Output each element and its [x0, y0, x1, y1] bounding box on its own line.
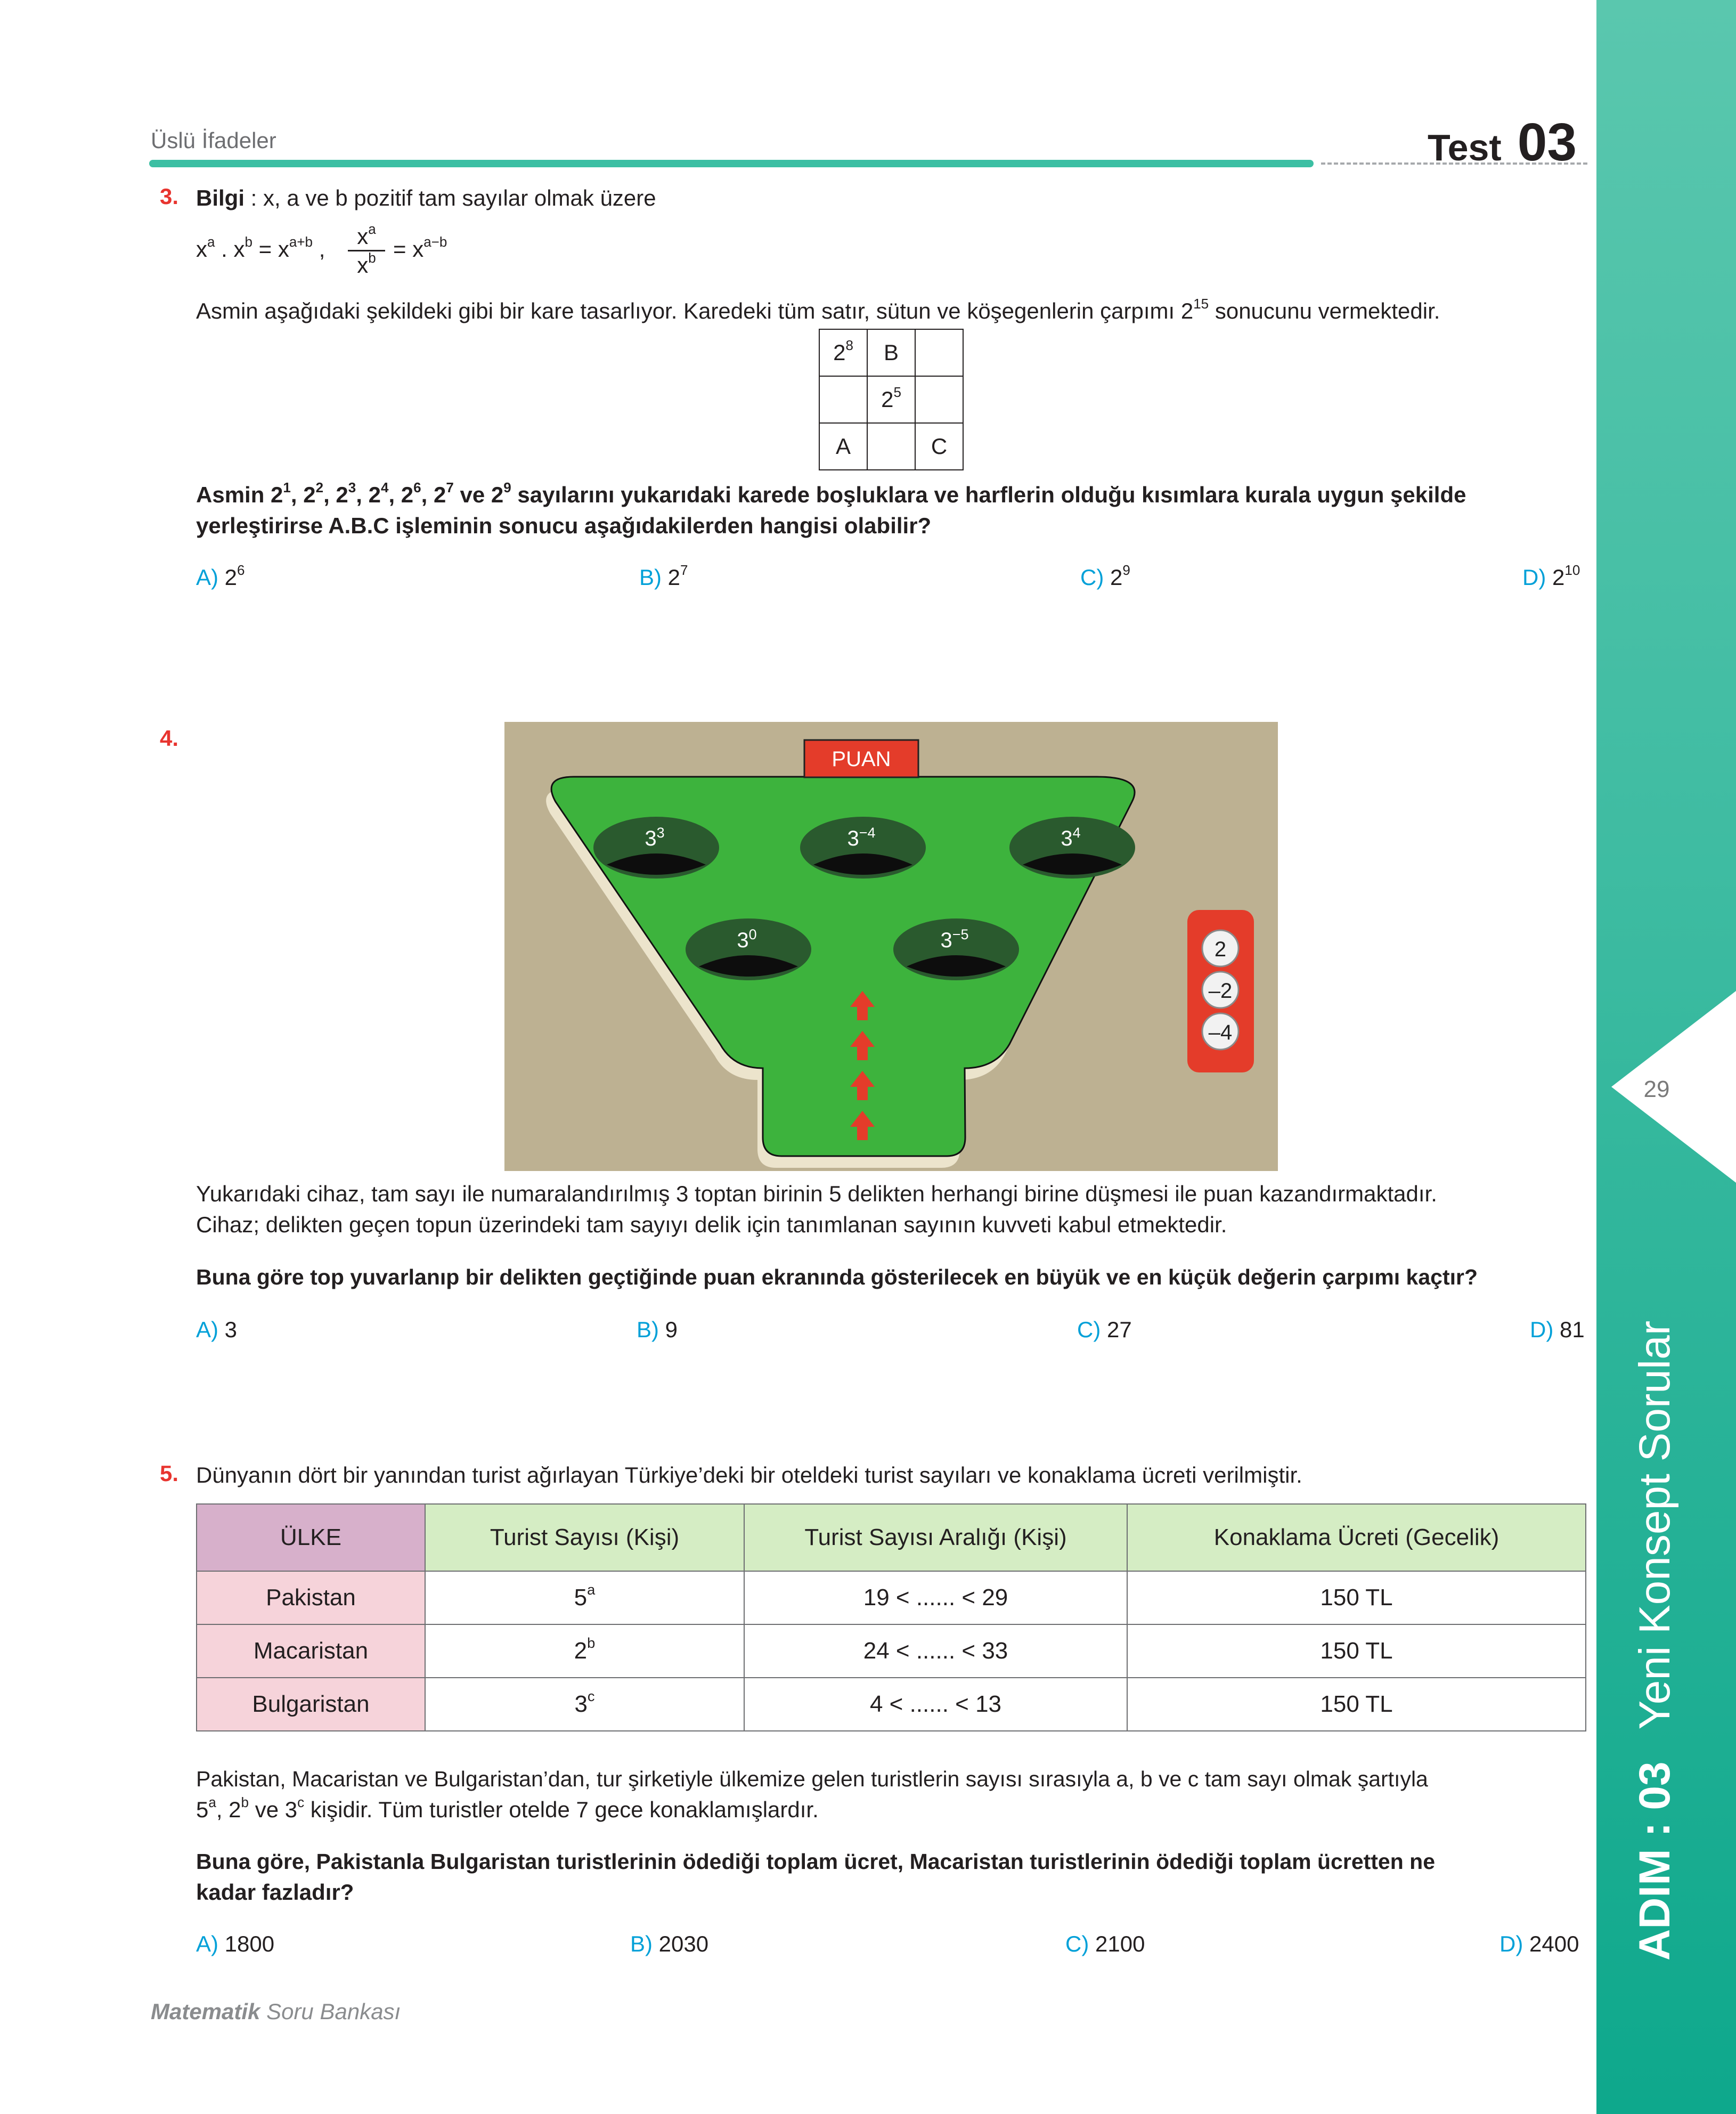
- square-cell: $2^8$: [819, 329, 867, 376]
- q4-option-b[interactable]: [637, 1317, 678, 1343]
- option-exponent: 10: [1564, 562, 1580, 579]
- question-4-number: 4.: [160, 726, 179, 751]
- table-header: Turist Sayısı Aralığı (Kişi): [744, 1504, 1127, 1571]
- option-exponent: 6: [237, 562, 245, 579]
- option-value: 2030: [658, 1931, 709, 1956]
- question-5-number: 5.: [160, 1461, 179, 1486]
- book-footer: [151, 1999, 401, 2024]
- option-value: 2: [224, 565, 238, 590]
- question-5-text-line-2: 5$^a$, 2$^b$ ve 3$^c$ kişidir. Tüm turistler otelde 7 gece konaklamışlardır.: [196, 1794, 819, 1822]
- option-exponent: 7: [680, 562, 688, 579]
- series-label: Yeni Konsept Sorular: [1631, 1321, 1679, 1730]
- quotient-numerator: $x^a$: [357, 221, 376, 249]
- magic-square: [819, 329, 964, 470]
- table-cell-country: Pakistan: [197, 1571, 425, 1624]
- option-letter: B): [637, 1317, 659, 1342]
- option-letter: D): [1499, 1931, 1523, 1956]
- hole-3-base: 3: [1061, 827, 1073, 850]
- option-letter: C): [1065, 1931, 1089, 1956]
- table-cell-country: Macaristan: [197, 1624, 425, 1678]
- hole-5-base: 3: [940, 929, 952, 952]
- question-text: sayılarını yukarıdaki karede boşluklara ve harflerin olduğu kısımlara kurala uygun şekilde: [511, 482, 1466, 507]
- page-number: 29: [1643, 1076, 1670, 1102]
- hole-2-exp: −4: [859, 825, 876, 841]
- table-cell-fee: 150 TL: [1127, 1678, 1586, 1731]
- ball-2: [1202, 972, 1238, 1008]
- side-title: [1630, 1321, 1680, 1961]
- question-3-info: [196, 183, 656, 214]
- question-3-number: 3.: [160, 184, 179, 209]
- game-device: [504, 722, 1278, 1171]
- option-letter: C): [1080, 565, 1104, 590]
- hole-4-exp: 0: [748, 926, 757, 942]
- square-cell-b: B: [867, 329, 915, 376]
- hole-2: [800, 817, 926, 879]
- q4-option-d[interactable]: [1530, 1317, 1585, 1343]
- hole-1: [593, 817, 719, 879]
- hole-1-base: 3: [645, 827, 657, 850]
- option-value: 2400: [1529, 1931, 1579, 1956]
- table-row: [197, 1571, 1586, 1624]
- question-text: kişidir. Tüm turistler otelde 7 gece konaklamışlardır.: [304, 1797, 819, 1822]
- option-letter: A): [196, 1931, 218, 1956]
- question-3-intro: [196, 296, 1440, 327]
- footer-subject: Matematik: [151, 1999, 260, 2024]
- q5-option-d[interactable]: [1499, 1931, 1579, 1957]
- hole-4-base: 3: [737, 929, 749, 952]
- table-header: Turist Sayısı (Kişi): [425, 1504, 744, 1571]
- table-cell-range: 4 < ...... < 13: [744, 1678, 1127, 1731]
- q3-option-a[interactable]: [196, 562, 245, 590]
- intro-text-end: sonucunu vermektedir.: [1209, 298, 1440, 323]
- question-5-question-line-1: Buna göre, Pakistanla Bulgaristan turistlerinin ödediği toplam ücret, Macaristan turistlerinin ödediği toplam ücretten ne: [196, 1849, 1436, 1874]
- table-cell-fee: 150 TL: [1127, 1624, 1586, 1678]
- option-value: 2: [1552, 565, 1565, 590]
- question-4-question: Buna göre top yuvarlanıp bir delikten geçtiğinde puan ekranında gösterilecek en büyük ve en küçük değerin çarpımı kaçtır?: [196, 1265, 1478, 1289]
- option-letter: B): [630, 1931, 653, 1956]
- test-title: [1428, 112, 1577, 173]
- option-exponent: 9: [1122, 562, 1130, 579]
- table-cell-count: 2$^b$: [425, 1624, 744, 1678]
- tourist-table: [196, 1503, 1586, 1731]
- square-cell: [915, 376, 963, 423]
- quotient-denominator: $x^b$: [357, 250, 376, 278]
- header-rule: [149, 160, 1314, 167]
- product-rule: $x^a$ . $x^b = x^{a+b}$ ,: [196, 234, 325, 262]
- table-row: [197, 1678, 1586, 1731]
- intro-exponent: 15: [1193, 296, 1209, 312]
- option-letter: D): [1530, 1317, 1554, 1342]
- hole-4: [686, 918, 811, 980]
- option-letter: A): [196, 1317, 218, 1342]
- table-cell-count: 3$^c$: [425, 1678, 744, 1731]
- q5-option-b[interactable]: [630, 1931, 708, 1957]
- question-4-text-line-1: Yukarıdaki cihaz, tam sayı ile numaralandırılmış 3 toptan birinin 5 delikten herhangi birine düşmesi ile puan kazandırmaktadır.: [196, 1181, 1437, 1206]
- table-cell-count: 5$^a$: [425, 1571, 744, 1624]
- q3-option-b[interactable]: [639, 562, 688, 590]
- option-letter: A): [196, 565, 218, 590]
- table-cell-fee: 150 TL: [1127, 1571, 1586, 1624]
- hole-3-exp: 4: [1072, 825, 1081, 841]
- table-row: [197, 1624, 1586, 1678]
- hole-5-exp: −5: [952, 926, 969, 942]
- question-3-question-line-2: yerleştirirse A.B.C işleminin sonucu aşağıdakilerden hangisi olabilir?: [196, 513, 932, 538]
- hole-5: [893, 918, 1019, 980]
- q5-option-c[interactable]: [1065, 1931, 1145, 1957]
- footer-book: Soru Bankası: [266, 1999, 401, 2024]
- svg-text:–4: –4: [1208, 1021, 1233, 1044]
- square-cell: [819, 376, 867, 423]
- square-cell: [867, 423, 915, 470]
- option-value: 81: [1560, 1317, 1585, 1342]
- option-value: 2: [1110, 565, 1123, 590]
- table-cell-country: Bulgaristan: [197, 1678, 425, 1731]
- info-text: : x, a ve b pozitif tam sayılar olmak üzere: [244, 185, 656, 210]
- question-text: Asmin: [196, 482, 271, 507]
- step-label: ADIM : 03: [1631, 1761, 1679, 1961]
- hole-2-base: 3: [847, 827, 859, 850]
- intro-text: Asmin aşağıdaki şekildeki gibi bir kare tasarlıyor. Karedeki tüm satır, sütun ve köşegenlerin çarpımı 2: [196, 298, 1194, 323]
- square-cell-a: A: [819, 423, 867, 470]
- fraction-bar: [348, 250, 385, 251]
- option-value: 2: [667, 565, 681, 590]
- table-header: Konaklama Ücreti (Gecelik): [1127, 1504, 1586, 1571]
- table-header: ÜLKE: [197, 1504, 425, 1571]
- table-cell-range: 24 < ...... < 33: [744, 1624, 1127, 1678]
- question-5-intro: Dünyanın dört bir yanından turist ağırlayan Türkiye’deki bir oteldeki turist sayıları ve konaklama ücreti verilmiştir.: [196, 1462, 1302, 1487]
- table-header-row: [197, 1504, 1586, 1571]
- option-value: 1800: [224, 1931, 275, 1956]
- q3-option-c[interactable]: [1080, 562, 1130, 590]
- hole-3: [1009, 817, 1135, 879]
- ball-1: [1202, 930, 1238, 966]
- square-cell: $2^5$: [867, 376, 915, 423]
- question-4-text-line-2: Cihaz; delikten geçen topun üzerindeki tam sayıyı delik için tanımlanan sayının kuvveti kabul etmektedir.: [196, 1212, 1227, 1237]
- option-letter: D): [1522, 565, 1546, 590]
- q5-option-a[interactable]: [196, 1931, 274, 1957]
- hole-1-exp: 3: [656, 825, 665, 841]
- chapter-title: Üslü İfadeler: [151, 128, 276, 153]
- svg-text:–2: –2: [1208, 979, 1233, 1003]
- question-3-question-line-1: Asmin $2^1$, $2^2$, $2^3$, $2^4$, $2^6$, $2^7$ ve $2^9$ sayılarını yukarıdaki karede boşluklara ve harflerin olduğu kısımlara kurala uygun şekilde: [196, 479, 1466, 507]
- option-value: 3: [224, 1317, 238, 1342]
- ball-3: [1202, 1013, 1238, 1050]
- option-letter: C): [1077, 1317, 1101, 1342]
- puan-label: PUAN: [832, 747, 891, 771]
- square-cell: [915, 329, 963, 376]
- test-number: 03: [1517, 112, 1577, 172]
- option-value: 2100: [1095, 1931, 1145, 1956]
- q4-option-c[interactable]: [1077, 1317, 1132, 1343]
- quotient-result: = $x^{a-b}$: [393, 234, 447, 262]
- info-label: Bilgi: [196, 185, 244, 210]
- q3-option-d[interactable]: [1522, 562, 1580, 590]
- option-letter: B): [639, 565, 662, 590]
- exponent-rules: [196, 221, 569, 282]
- question-5-text-line-1: Pakistan, Macaristan ve Bulgaristan’dan, tur şirketiyle ülkemize gelen turistlerin sayısı sırasıyla a, b ve c tam sayı olmak şartıyla: [196, 1767, 1428, 1791]
- option-value: 9: [665, 1317, 678, 1342]
- square-cell-c: C: [915, 423, 963, 470]
- table-cell-range: 19 < ...... < 29: [744, 1571, 1127, 1624]
- svg-text:2: 2: [1214, 938, 1227, 961]
- q4-option-a[interactable]: [196, 1317, 237, 1343]
- question-5-question-line-2: kadar fazladır?: [196, 1880, 354, 1905]
- option-value: 27: [1107, 1317, 1132, 1342]
- test-label: Test: [1428, 127, 1502, 168]
